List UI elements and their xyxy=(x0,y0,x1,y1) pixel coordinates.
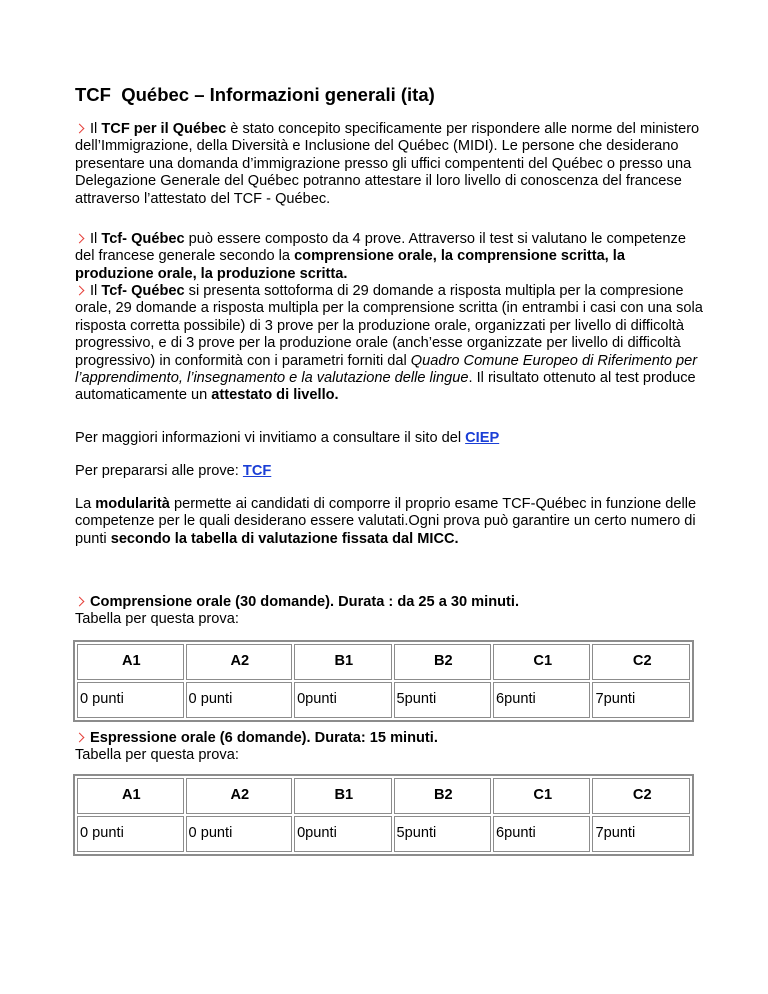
text: Il xyxy=(90,283,102,299)
paragraph-composition xyxy=(75,231,705,283)
text: . Il risultato ottenuto al test produce automaticamente un xyxy=(75,370,696,404)
paragraph-modularity xyxy=(75,496,705,548)
header-cell: A1 xyxy=(77,778,184,814)
bold-text: attestato di livello. xyxy=(211,387,339,404)
italic-text: Quadro Comune Europeo di Riferimento per l’apprendimento, l’insegnamento e la valutazione delle lingue xyxy=(75,352,698,387)
value-cell: 0punti xyxy=(294,682,391,718)
bold-text: secondo la tabella di valutazione fissata dal MICC. xyxy=(110,530,459,547)
bold-text: Tcf- Québec xyxy=(101,231,185,247)
paragraph-ciep xyxy=(75,430,705,447)
section-subtitle: Tabella per questa prova: xyxy=(75,611,239,628)
chevron-right-icon xyxy=(75,597,85,607)
value-cell: 0 punti xyxy=(77,816,184,852)
table-header-row xyxy=(77,644,690,680)
chevron-right-icon xyxy=(75,234,85,244)
header-cell: A2 xyxy=(186,778,293,814)
text: Il xyxy=(90,121,102,137)
value-cell: 7punti xyxy=(592,682,690,718)
section-comprensione-orale xyxy=(75,594,705,629)
text: può essere composto da 4 prove. Attraverso il test si valutano le competenze del francese generale secondo la xyxy=(75,231,686,265)
header-cell: B1 xyxy=(294,778,391,814)
paragraph-intro xyxy=(75,121,705,208)
section-espressione-orale xyxy=(75,730,705,765)
value-cell: 0 punti xyxy=(77,682,184,718)
text: Il xyxy=(90,231,102,247)
header-cell: B2 xyxy=(394,644,491,680)
page-title: TCF Québec – Informazioni generali (ita) xyxy=(75,84,435,105)
header-cell: A2 xyxy=(186,644,293,680)
ciep-link[interactable]: CIEP xyxy=(465,430,500,446)
header-cell: A1 xyxy=(77,644,184,680)
table-header-row xyxy=(77,778,690,814)
header-cell: C2 xyxy=(592,644,690,680)
value-cell: 5punti xyxy=(394,682,491,718)
table-row xyxy=(77,682,690,718)
bold-text: comprensione orale, la comprensione scritta, la produzione orale, la produzione scritta. xyxy=(75,248,625,282)
header-cell: B1 xyxy=(294,644,391,680)
section-subtitle: Tabella per questa prova: xyxy=(75,747,239,764)
header-cell: C1 xyxy=(493,778,590,814)
value-cell: 6punti xyxy=(493,682,590,718)
value-cell: 6punti xyxy=(493,816,590,852)
header-cell: C1 xyxy=(493,644,590,680)
value-cell: 5punti xyxy=(394,816,491,852)
text: è stato concepito specificamente per rispondere alle norme del ministero dell’Immigrazione, della Diversità e Inclusione del Québec (MIDI). Le persone che desiderano presentare una domanda d’immigrazione presso gli uffici compententi del Québec o presso una Delegazione Generale del Québec potranno attestare il loro livello di conoscenza del francese attraverso l’attestato del TCF - Québec. xyxy=(75,121,700,207)
value-cell: 7punti xyxy=(592,816,690,852)
header-cell: B2 xyxy=(394,778,491,814)
value-cell: 0 punti xyxy=(186,682,293,718)
section-heading: Comprensione orale (30 domande). Durata : da 25 a 30 minuti. xyxy=(90,594,519,610)
score-table-comprensione xyxy=(73,640,694,722)
bold-text: Tcf- Québec xyxy=(101,283,185,299)
text: Per maggiori informazioni vi invitiamo a consultare il sito del xyxy=(75,430,466,446)
chevron-right-icon xyxy=(75,286,85,296)
text: permette ai candidati di comporre il proprio esame TCF-Québec in funzione delle competenze per le quali desiderano essere valutati.Ogni prova può garantire un certo numero di punti xyxy=(75,496,697,547)
bold-text: TCF per il Québec xyxy=(101,121,227,137)
text: si presenta sottoforma di 29 domande a risposta multipla per la compresione orale, 29 domande a risposta multipla per la comprensione scritta (in entrambi i casi con una sola risposta corretta possibile) di 3 prove per la produzione orale, organizzati per livello di difficoltà progressivo, e di 3 prove per la produzione orale (anch’esse organizzate per livello di difficoltà progressivo) in conformità con i parametri forniti dal xyxy=(75,283,703,369)
header-cell: C2 xyxy=(592,778,690,814)
table-row xyxy=(77,816,690,852)
text: Per prepararsi alle prove: xyxy=(75,463,243,479)
score-table-espressione xyxy=(73,774,694,856)
paragraph-format xyxy=(75,283,705,405)
section-heading: Espressione orale (6 domande). Durata: 15 minuti. xyxy=(90,730,438,746)
paragraph-tcf xyxy=(75,463,705,480)
value-cell: 0 punti xyxy=(186,816,293,852)
tcf-link[interactable]: TCF xyxy=(242,463,272,479)
chevron-right-icon xyxy=(75,124,85,134)
chevron-right-icon xyxy=(75,733,85,743)
bold-text: modularità xyxy=(95,496,170,512)
text: La xyxy=(75,496,96,512)
value-cell: 0punti xyxy=(294,816,391,852)
